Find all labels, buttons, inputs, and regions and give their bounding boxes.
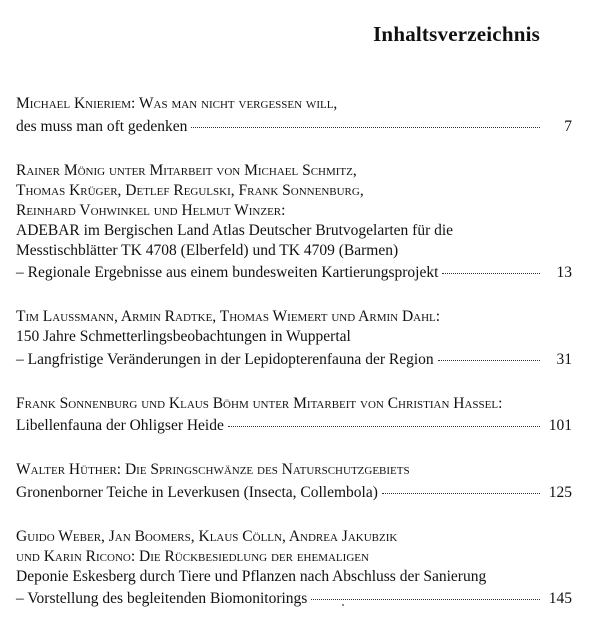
- entry-authors: Michael Knieriem: Was man nicht vergessen will,: [16, 95, 338, 112]
- dot-leader: [438, 344, 540, 361]
- entry-title: Messtischblätter TK 4708 (Elberfeld) und TK 4709 (Barmen): [16, 241, 399, 259]
- dot-leader: [442, 258, 540, 275]
- entry-authors: Guido Weber, Jan Boomers, Klaus Cölln, Andrea Jakubzik: [16, 527, 398, 545]
- entry-title-end: Gronenborner Teiche in Leverkusen (Insecta, Collembola): [16, 483, 378, 501]
- entry-last-line: [16, 114, 572, 137]
- entry-title: ADEBAR im Bergischen Land Atlas Deutscher Brutvogelarten für die: [16, 221, 454, 239]
- toc-entry[interactable]: [16, 460, 572, 503]
- scan-speck: [342, 604, 344, 606]
- entry-title-end: Libellenfauna der Ohligser Heide: [16, 417, 224, 434]
- toc-entry[interactable]: [16, 307, 572, 370]
- page-title: Inhaltsverzeichnis: [373, 22, 540, 46]
- entry-last-line: [16, 480, 572, 503]
- toc-entry[interactable]: [16, 394, 572, 437]
- entry-authors: Tim Laussmann, Armin Radtke, Thomas Wiemert und Armin Dahl:: [16, 308, 441, 325]
- dot-leader: [228, 411, 540, 428]
- entry-last-line: [16, 261, 572, 284]
- entry-authors: und Karin Ricono: Die Rückbesiedlung der ehemaligen: [16, 547, 369, 565]
- entry-title-end: – Langfristige Veränderungen in der Lepidopterenfauna der Region: [16, 350, 434, 368]
- page-number: 125: [548, 483, 572, 501]
- page-number: 101: [548, 417, 572, 434]
- table-of-contents: [16, 94, 572, 633]
- toc-entry[interactable]: [16, 94, 572, 137]
- entry-authors: Frank Sonnenburg und Klaus Böhm unter Mitarbeit von Christian Haßel:: [16, 394, 503, 412]
- entry-title-end: – Regionale Ergebnisse aus einem bundesweiten Kartierungsprojekt: [16, 264, 439, 281]
- page-number: 145: [548, 590, 572, 607]
- page-number: 7: [564, 117, 572, 135]
- entry-authors: Walter Hüther: Die Springschwänze des Naturschutzgebiets: [16, 461, 410, 478]
- entry-last-line: [16, 587, 572, 610]
- dot-leader: [311, 584, 540, 601]
- entry-authors: Reinhard Vohwinkel und Helmut Winzer:: [16, 201, 286, 219]
- toc-entry[interactable]: [16, 527, 572, 610]
- page-number: 13: [556, 264, 572, 281]
- entry-authors: Thomas Krüger, Detlef Regulski, Frank Sonnenburg,: [16, 181, 364, 199]
- entry-title-end: – Vorstellung des begleitenden Biomonitorings: [16, 590, 308, 607]
- entry-title: 150 Jahre Schmetterlingsbeobachtungen in Wuppertal: [16, 328, 351, 345]
- page-number: 31: [556, 350, 572, 368]
- entry-authors: Rainer Mönig unter Mitarbeit von Michael Schmitz,: [16, 161, 357, 179]
- dot-leader: [191, 111, 540, 128]
- entry-last-line: [16, 347, 572, 370]
- dot-leader: [382, 477, 540, 494]
- entry-title: Deponie Eskesberg durch Tiere und Pflanzen nach Abschluss der Sanierung: [16, 567, 487, 585]
- entry-last-line: [16, 414, 572, 437]
- entry-title-end: des muss man oft gedenken: [16, 117, 188, 135]
- toc-entry[interactable]: [16, 161, 572, 284]
